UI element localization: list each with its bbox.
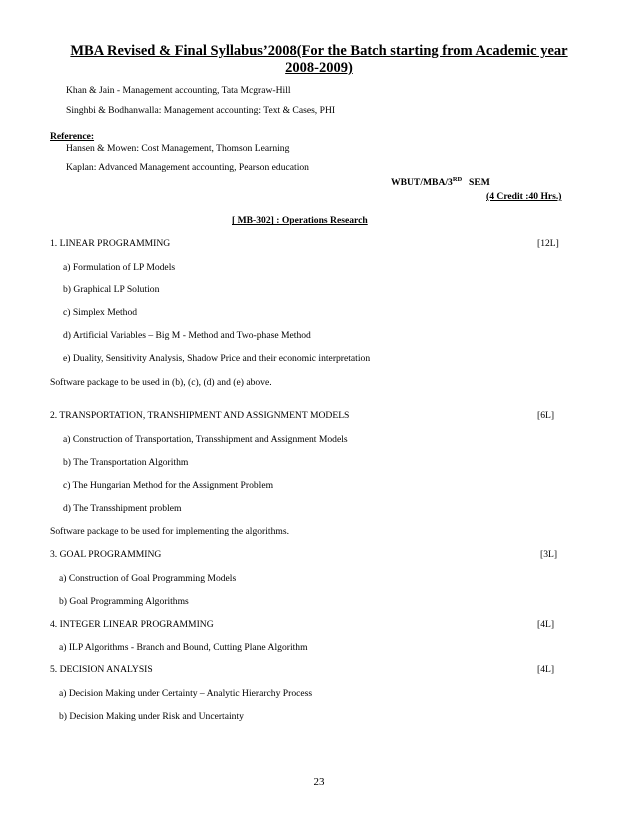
list-item: a) ILP Algorithms - Branch and Bound, Cutting Plane Algorithm <box>59 642 308 653</box>
course-title: [ MB-302] : Operations Research <box>232 215 368 226</box>
list-item: b) Graphical LP Solution <box>63 284 160 295</box>
section-heading: 3. GOAL PROGRAMMING <box>50 549 162 560</box>
semester-code-text: WBUT/MBA/3 <box>391 177 453 188</box>
title-line-1: MBA Revised & Final Syllabus’2008(For the Batch starting from Academic year <box>70 43 568 59</box>
list-item: a) Decision Making under Certainty – Analytic Hierarchy Process <box>59 688 313 699</box>
list-item: e) Duality, Sensitivity Analysis, Shadow Price and their economic interpretation <box>63 353 371 364</box>
section-hours: [4L] <box>537 619 555 630</box>
list-item: d) Artificial Variables – Big M - Method and Two-phase Method <box>63 330 311 341</box>
semester-sup: RD <box>452 175 463 183</box>
section-hours: [12L] <box>537 238 559 249</box>
section-hours: [4L] <box>537 664 555 675</box>
list-item: a) Construction of Transportation, Transshipment and Assignment Models <box>63 434 348 445</box>
reference-entry: Kaplan: Advanced Management accounting, Pearson education <box>66 162 309 173</box>
list-item: a) Construction of Goal Programming Models <box>59 573 237 584</box>
book-entry: Singhbi & Bodhanwalla: Management accounting: Text & Cases, PHI <box>66 105 336 116</box>
section-hours: [3L] <box>540 549 558 560</box>
reference-entry: Hansen & Mowen: Cost Management, Thomson Learning <box>66 143 290 154</box>
list-item: b) Decision Making under Risk and Uncertainty <box>59 711 244 722</box>
list-item: c) Simplex Method <box>63 307 138 318</box>
section-hours: [6L] <box>537 410 555 421</box>
section-heading: 2. TRANSPORTATION, TRANSHIPMENT AND ASSIGNMENT MODELS <box>50 410 350 421</box>
page-number: 23 <box>313 776 325 788</box>
list-item: d) The Transshipment problem <box>63 503 182 514</box>
list-item: c) The Hungarian Method for the Assignment Problem <box>63 480 274 491</box>
section-note: Software package to be used for implementing the algorithms. <box>50 526 289 537</box>
semester-label: SEM <box>469 177 490 188</box>
section-heading: 5. DECISION ANALYSIS <box>50 664 153 675</box>
credit-info: (4 Credit :40 Hrs.) <box>486 191 562 202</box>
list-item: a) Formulation of LP Models <box>63 262 176 273</box>
list-item: b) The Transportation Algorithm <box>63 457 189 468</box>
semester-code <box>391 177 462 188</box>
section-heading: 1. LINEAR PROGRAMMING <box>50 238 171 249</box>
list-item: b) Goal Programming Algorithms <box>59 596 189 607</box>
book-entry: Khan & Jain - Management accounting, Tata Mcgraw-Hill <box>66 85 291 96</box>
reference-label: Reference: <box>50 131 95 142</box>
section-heading: 4. INTEGER LINEAR PROGRAMMING <box>50 619 214 630</box>
title-line-2: 2008-2009) <box>285 60 353 76</box>
section-note: Software package to be used in (b), (c), (d) and (e) above. <box>50 377 272 388</box>
page-title-line-2 <box>0 59 638 77</box>
page-title <box>0 42 638 60</box>
